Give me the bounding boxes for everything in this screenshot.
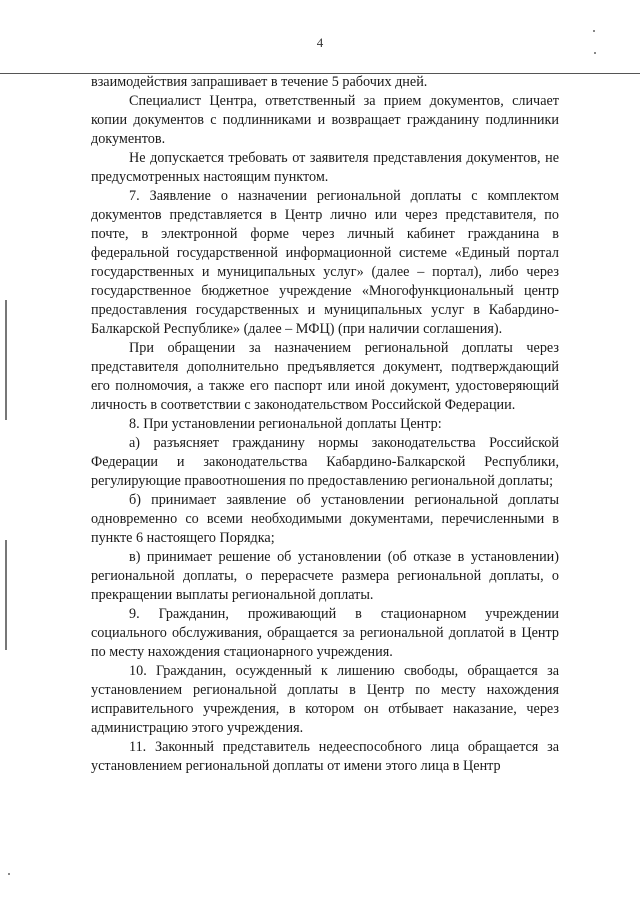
paragraph: 10. Гражданин, осужденный к лишению свободы, обращается за установлением региональной доплаты в Центр по месту нахождения исправительного учреждения, в котором он отбывает наказание, через администрацию этого учреждения. — [91, 663, 559, 736]
paragraph: При обращении за назначением региональной доплаты через представителя дополнительно предъявляется документ, подтверждающий его полномочия, а также его паспорт или иной документ, удостоверяющий личность в соответствии с законодательством Российской Федерации. — [91, 340, 559, 413]
document-body — [91, 73, 559, 776]
paragraph: Специалист Центра, ответственный за прием документов, сличает копии документов с подлинниками и возвращает гражданину подлинники документов. — [91, 93, 559, 147]
paragraph: б) принимает заявление об установлении региональной доплаты одновременно со всеми необходимыми документами, перечисленными в пункте 6 настоящего Порядка; — [91, 492, 559, 546]
scan-edge-mark — [5, 540, 7, 650]
scan-speck — [8, 873, 10, 875]
scan-speck — [594, 52, 596, 54]
paragraph: в) принимает решение об установлении (об отказе в установлении) региональной доплаты, о перерасчете размера региональной доплаты, о прекращении выплаты региональной доплаты. — [91, 549, 559, 603]
paragraph: 8. При установлении региональной доплаты Центр: — [129, 416, 442, 432]
paragraph: 7. Заявление о назначении региональной доплаты с комплектом документов представляется в Центр лично или через представителя, по почте, в электронной форме через личный кабинет гражданина в федеральной государственной информационной системе «Единый портал государственных и муниципальных услуг» (далее – портал), либо через государственное бюджетное учреждение «Многофункциональный центр предоставления государственных и муниципальных услуг в Кабардино-Балкарской Республике» (далее – МФЦ) (при наличии соглашения). — [91, 188, 559, 337]
scan-edge-mark — [5, 300, 7, 420]
scan-speck — [593, 30, 595, 32]
page-number: 4 — [316, 35, 324, 50]
paragraph: Не допускается требовать от заявителя представления документов, не предусмотренных настоящим пунктом. — [91, 150, 559, 185]
paragraph: взаимодействия запрашивает в течение 5 рабочих дней. — [91, 74, 428, 90]
paragraph: 9. Гражданин, проживающий в стационарном учреждении социального обслуживания, обращается за региональной доплатой в Центр по месту нахождения стационарного учреждения. — [91, 606, 559, 660]
paragraph: а) разъясняет гражданину нормы законодательства Российской Федерации и законодательства Кабардино-Балкарской Республики, регулирующие правоотношения по предоставлению региональной доплаты; — [91, 435, 559, 489]
paragraph: 11. Законный представитель недееспособного лица обращается за установлением региональной доплаты от имени этого лица в Центр — [91, 739, 559, 774]
